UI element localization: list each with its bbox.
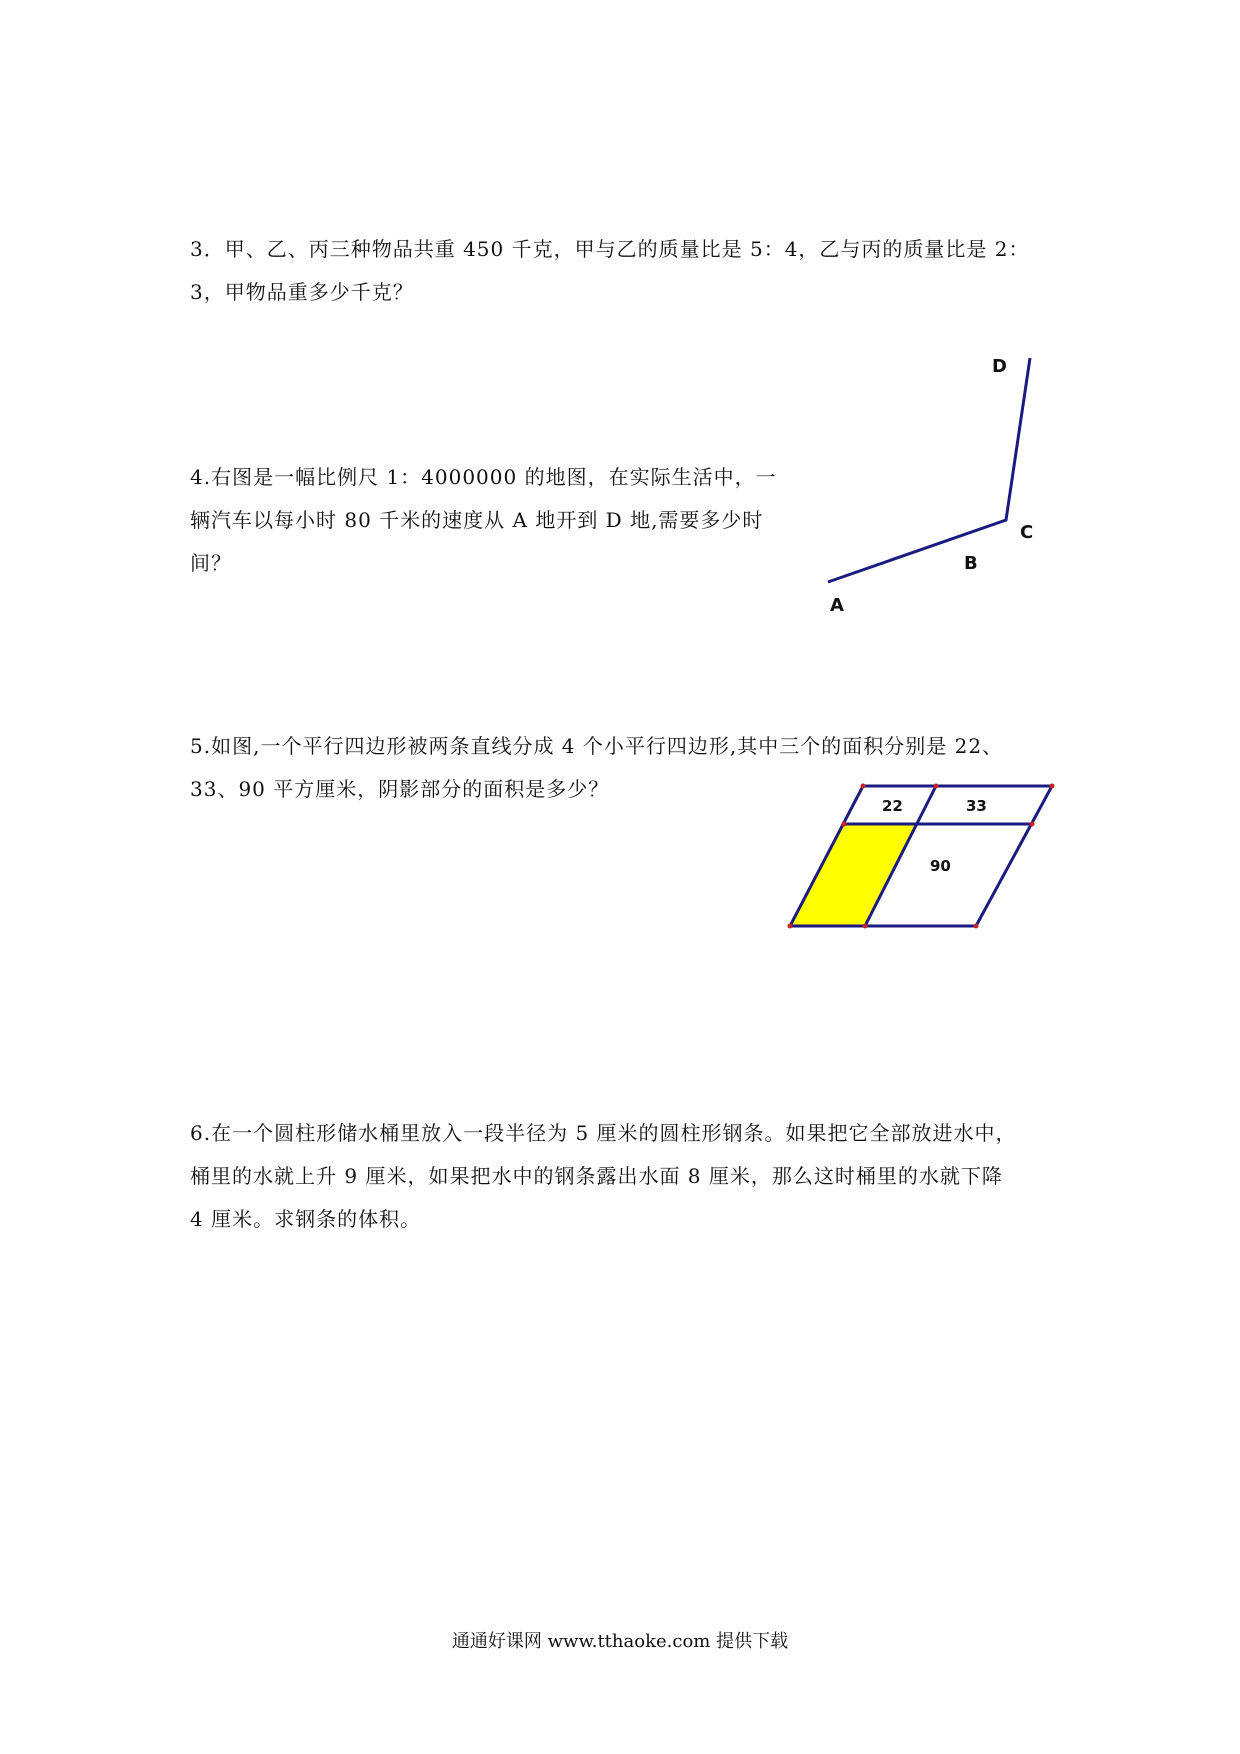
problem-6-line-3: 4 厘米。求钢条的体积。 (190, 1207, 422, 1231)
problem-3 (190, 228, 1080, 314)
area-label-33: 33 (966, 797, 987, 815)
parallelogram-figure (780, 770, 1060, 944)
problem-4 (190, 456, 810, 585)
vertex-dot (842, 822, 847, 827)
vertex-dot (788, 924, 793, 929)
vertex-dot (974, 924, 979, 929)
point-label-b: B (964, 553, 978, 574)
problem-5-line-2: 33、90 平方厘米，阴影部分的面积是多少？ (190, 777, 610, 801)
problem-4-line-1: 4.右图是一幅比例尺 1：4000000 的地图，在实际生活中，一 (190, 465, 777, 489)
shaded-region (790, 824, 917, 926)
map-path-line (828, 358, 1030, 582)
map-path-figure (820, 348, 1080, 632)
problem-3-line-2: 3，甲物品重多少千克？ (190, 280, 414, 304)
vertex-dot (1030, 822, 1035, 827)
problem-3-line-1: 3．甲、乙、丙三种物品共重 450 千克，甲与乙的质量比是 5：4，乙与丙的质量比是 2： (190, 237, 1030, 261)
problem-6-line-1: 6.在一个圆柱形储水桶里放入一段半径为 5 厘米的圆柱形钢条。如果把它全部放进水中， (190, 1121, 1017, 1145)
vertex-dot (934, 784, 939, 789)
problem-5-line-1: 5.如图,一个平行四边形被两条直线分成 4 个小平行四边形,其中三个的面积分别是 22、 (190, 734, 1004, 758)
problem-4-line-2: 辆汽车以每小时 80 千米的速度从 A 地开到 D 地,需要多少时 (190, 508, 764, 532)
point-label-a: A (830, 595, 844, 616)
map-path-svg (820, 348, 1080, 628)
problem-6-line-2: 桶里的水就上升 9 厘米，如果把水中的钢条露出水面 8 厘米，那么这时桶里的水就下降 (190, 1164, 1003, 1188)
problem-6 (190, 1112, 1080, 1241)
point-label-d: D (992, 356, 1007, 377)
problem-4-line-3: 间？ (190, 551, 232, 575)
area-label-90: 90 (930, 857, 951, 875)
point-label-c: C (1020, 522, 1034, 543)
vertex-dot (861, 784, 866, 789)
area-label-22: 22 (882, 797, 903, 815)
vertex-dot (863, 924, 868, 929)
parallelogram-svg (780, 770, 1060, 940)
vertex-dot (1050, 784, 1055, 789)
page-footer: 通通好课网 www.tthaoke.com 提供下载 (451, 1631, 789, 1652)
